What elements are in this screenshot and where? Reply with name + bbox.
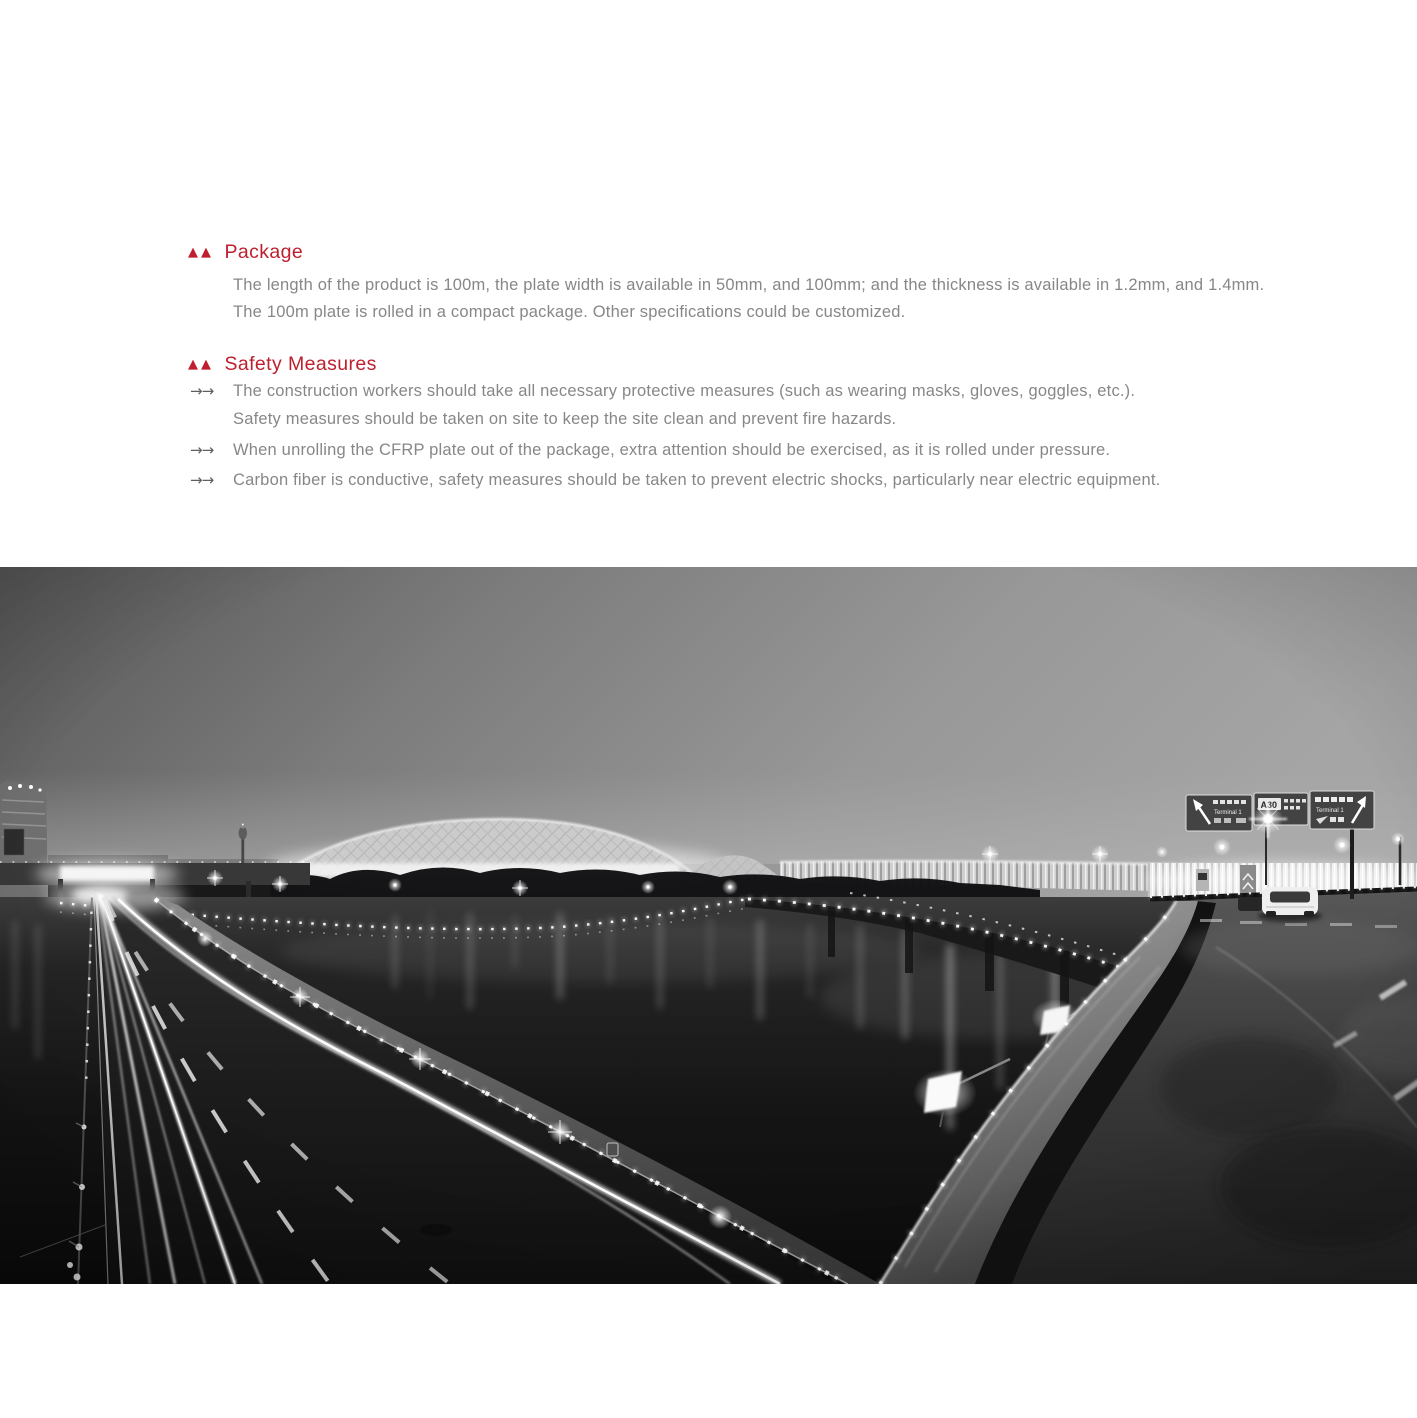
package-text-line: The length of the product is 100m, the plate width is available in 50mm, and 100mm; and the thickness is available in 1.2mm, and 1.4mm. xyxy=(233,276,1265,294)
section-triangle-icon: ▲▲ xyxy=(188,357,214,372)
bullet-text: The construction workers should take all necessary protective measures (such as wearing masks, gloves, goggles, etc.). xyxy=(233,382,1136,400)
package-section-heading xyxy=(188,241,303,264)
bullet-arrow-icon: →→ xyxy=(190,382,214,400)
night-expressway-photo xyxy=(0,567,1417,1284)
bullet-text: Carbon fiber is conductive, safety measures should be taken to prevent electric shocks, particularly near electric equipment. xyxy=(233,471,1161,489)
vignette xyxy=(0,567,1417,1284)
safety-title: Safety Measures xyxy=(224,353,377,375)
hero-photo xyxy=(0,567,1417,1284)
bullet-text: When unrolling the CFRP plate out of the package, extra attention should be exercised, as it is rolled under pressure. xyxy=(233,441,1111,459)
safety-bullet-continued xyxy=(190,410,896,429)
section-triangle-icon: ▲▲ xyxy=(188,245,214,260)
package-text-line: The 100m plate is rolled in a compact package. Other specifications could be customized. xyxy=(233,303,906,321)
safety-bullet xyxy=(190,471,1160,490)
bullet-arrow-icon: →→ xyxy=(190,441,214,459)
safety-bullet xyxy=(190,441,1110,460)
package-title: Package xyxy=(224,241,304,263)
bullet-text: Safety measures should be taken on site to keep the site clean and prevent fire hazards. xyxy=(233,410,897,428)
bullet-arrow-icon: →→ xyxy=(190,471,214,489)
safety-bullet xyxy=(190,382,1135,401)
safety-section-heading xyxy=(188,353,377,376)
